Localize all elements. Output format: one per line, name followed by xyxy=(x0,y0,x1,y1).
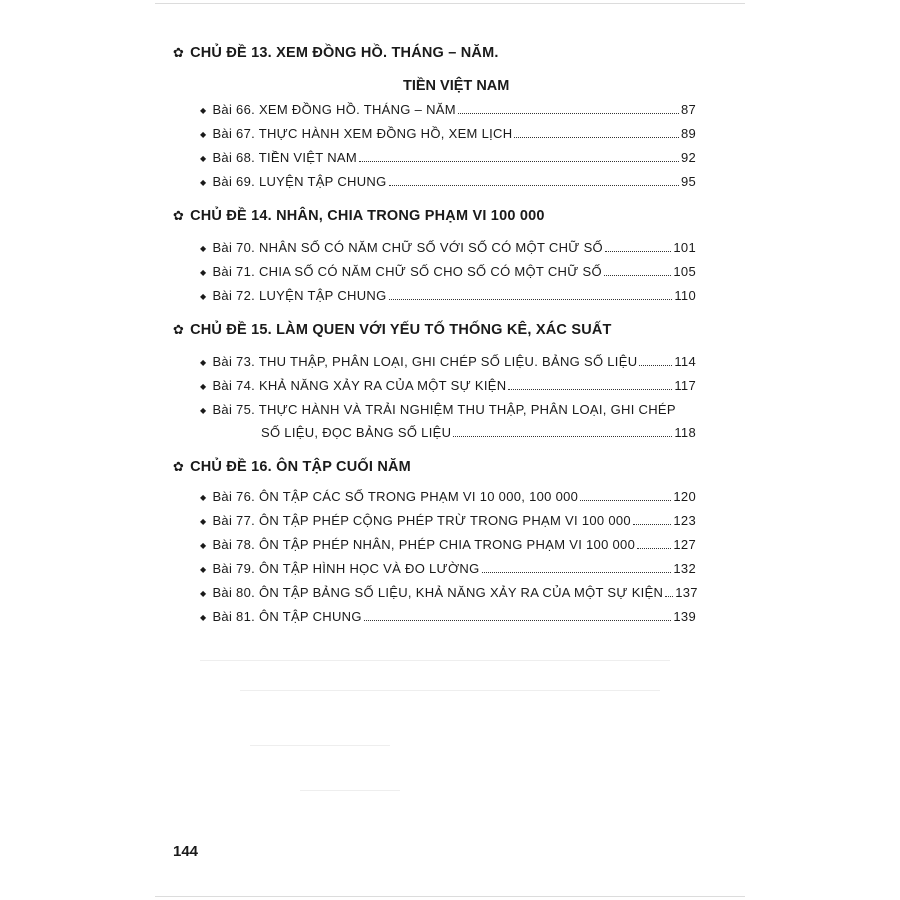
show-through-line xyxy=(200,660,670,661)
entry-title: Bài 75. THỰC HÀNH VÀ TRẢI NGHIỆM THU THẬP, PHÂN LOẠI, GHI CHÉP xyxy=(212,402,676,417)
toc-entry[interactable] xyxy=(200,287,696,305)
toc-entry[interactable] xyxy=(200,239,696,257)
diamond-bullet-icon: ◆ xyxy=(200,268,207,277)
dot-leader xyxy=(482,572,672,573)
toc-entry-continuation[interactable] xyxy=(261,424,696,442)
flower-icon: ✿ xyxy=(173,322,185,337)
toc-entry[interactable] xyxy=(200,263,696,281)
entry-page: 117 xyxy=(674,378,696,393)
toc-entry[interactable] xyxy=(200,173,696,191)
toc-entry[interactable] xyxy=(200,149,696,167)
dot-leader xyxy=(359,161,679,162)
dot-leader xyxy=(637,548,671,549)
entry-title: Bài 70. NHÂN SỐ CÓ NĂM CHỮ SỐ VỚI SỐ CÓ MỘT CHỮ SỐ xyxy=(212,240,603,255)
entry-page: 137 xyxy=(675,585,698,600)
dot-leader xyxy=(364,620,672,621)
diamond-bullet-icon: ◆ xyxy=(200,565,207,574)
entry-page: 123 xyxy=(673,513,696,528)
entry-page: 101 xyxy=(673,240,696,255)
entry-page: 110 xyxy=(674,288,696,303)
entry-title-continued: SỐ LIỆU, ĐỌC BẢNG SỐ LIỆU xyxy=(261,425,452,440)
toc-entry[interactable] xyxy=(200,125,696,143)
dot-leader xyxy=(605,251,671,252)
toc-entry[interactable] xyxy=(200,353,696,371)
entry-page: 139 xyxy=(673,609,696,624)
entry-title: Bài 81. ÔN TẬP CHUNG xyxy=(212,609,362,624)
diamond-bullet-icon: ◆ xyxy=(200,244,207,253)
page-number: 144 xyxy=(173,843,199,860)
flower-icon: ✿ xyxy=(173,459,185,474)
diamond-bullet-icon: ◆ xyxy=(200,154,207,163)
dot-leader xyxy=(508,389,672,390)
toc-entry[interactable] xyxy=(200,536,696,554)
show-through-line xyxy=(300,790,400,791)
entry-title: Bài 71. CHIA SỐ CÓ NĂM CHỮ SỐ CHO SỐ CÓ MỘT CHỮ SỐ xyxy=(212,264,602,279)
show-through-line xyxy=(250,745,390,746)
entry-title: Bài 67. THỰC HÀNH XEM ĐỒNG HỒ, XEM LỊCH xyxy=(212,126,513,141)
toc-entry[interactable] xyxy=(200,560,696,578)
dot-leader xyxy=(633,524,671,525)
entry-title: Bài 76. ÔN TẬP CÁC SỐ TRONG PHẠM VI 10 000, 100 000 xyxy=(212,489,579,504)
entry-title: Bài 69. LUYỆN TẬP CHUNG xyxy=(212,174,387,189)
flower-icon: ✿ xyxy=(173,45,185,60)
entry-page: 105 xyxy=(673,264,696,279)
entry-page: 89 xyxy=(680,126,696,141)
entry-title: Bài 77. ÔN TẬP PHÉP CỘNG PHÉP TRỪ TRONG PHẠM VI 100 000 xyxy=(212,513,631,528)
entry-title: Bài 80. ÔN TẬP BẢNG SỐ LIỆU, KHẢ NĂNG XẢY RA CỦA MỘT SỰ KIỆN xyxy=(212,585,664,600)
diamond-bullet-icon: ◆ xyxy=(200,517,207,526)
section-subheading: TIỀN VIỆT NAM xyxy=(403,78,510,94)
toc-entry[interactable] xyxy=(200,608,696,626)
entry-title: Bài 66. XEM ĐỒNG HỒ. THÁNG – NĂM xyxy=(212,102,456,117)
entry-page: 118 xyxy=(674,425,696,440)
diamond-bullet-icon: ◆ xyxy=(200,178,207,187)
entry-title: Bài 68. TIỀN VIỆT NAM xyxy=(212,150,357,165)
entry-title: Bài 74. KHẢ NĂNG XẢY RA CỦA MỘT SỰ KIỆN xyxy=(212,378,507,393)
diamond-bullet-icon: ◆ xyxy=(200,613,207,622)
section-heading: ✿ CHỦ ĐỀ 14. NHÂN, CHIA TRONG PHẠM VI 100 000 xyxy=(173,208,545,224)
dot-leader xyxy=(389,185,679,186)
entry-page: 120 xyxy=(673,489,696,504)
entry-page: 132 xyxy=(673,561,696,576)
diamond-bullet-icon: ◆ xyxy=(200,589,207,598)
entry-page: 114 xyxy=(674,354,696,369)
section-heading: ✿ CHỦ ĐỀ 13. XEM ĐỒNG HỒ. THÁNG – NĂM. xyxy=(173,45,499,61)
diamond-bullet-icon: ◆ xyxy=(200,358,207,367)
diamond-bullet-icon: ◆ xyxy=(200,493,207,502)
entry-title: Bài 72. LUYỆN TẬP CHUNG xyxy=(212,288,387,303)
toc-entry[interactable] xyxy=(200,512,696,530)
entry-title: Bài 78. ÔN TẬP PHÉP NHÂN, PHÉP CHIA TRONG PHẠM VI 100 000 xyxy=(212,537,636,552)
flower-icon: ✿ xyxy=(173,208,185,223)
diamond-bullet-icon: ◆ xyxy=(200,382,207,391)
dot-leader xyxy=(639,365,672,366)
entry-title: Bài 73. THU THẬP, PHÂN LOẠI, GHI CHÉP SỐ LIỆU. BẢNG SỐ LIỆU xyxy=(212,354,638,369)
diamond-bullet-icon: ◆ xyxy=(200,541,207,550)
entry-page: 95 xyxy=(680,174,696,189)
section-heading: ✿ CHỦ ĐỀ 15. LÀM QUEN VỚI YẾU TỐ THỐNG KÊ, XÁC SUẤT xyxy=(173,322,612,338)
dot-leader xyxy=(389,299,673,300)
entry-page: 92 xyxy=(680,150,696,165)
entry-title: Bài 79. ÔN TẬP HÌNH HỌC VÀ ĐO LƯỜNG xyxy=(212,561,480,576)
entry-page: 127 xyxy=(673,537,696,552)
dot-leader xyxy=(514,137,679,138)
dot-leader xyxy=(458,113,679,114)
toc-entry[interactable] xyxy=(200,584,696,602)
dot-leader xyxy=(604,275,671,276)
diamond-bullet-icon: ◆ xyxy=(200,292,207,301)
dot-leader xyxy=(580,500,671,501)
toc-entry[interactable] xyxy=(200,101,696,119)
entry-page: 87 xyxy=(680,102,696,117)
dot-leader xyxy=(453,436,672,437)
show-through-line xyxy=(240,690,660,691)
diamond-bullet-icon: ◆ xyxy=(200,406,207,415)
toc-entry[interactable] xyxy=(200,377,696,395)
dot-leader xyxy=(665,596,673,597)
toc-entry-first-line[interactable] xyxy=(200,401,676,421)
section-heading: ✿ CHỦ ĐỀ 16. ÔN TẬP CUỐI NĂM xyxy=(173,459,411,475)
diamond-bullet-icon: ◆ xyxy=(200,130,207,139)
toc-entry[interactable] xyxy=(200,488,696,506)
diamond-bullet-icon: ◆ xyxy=(200,106,207,115)
